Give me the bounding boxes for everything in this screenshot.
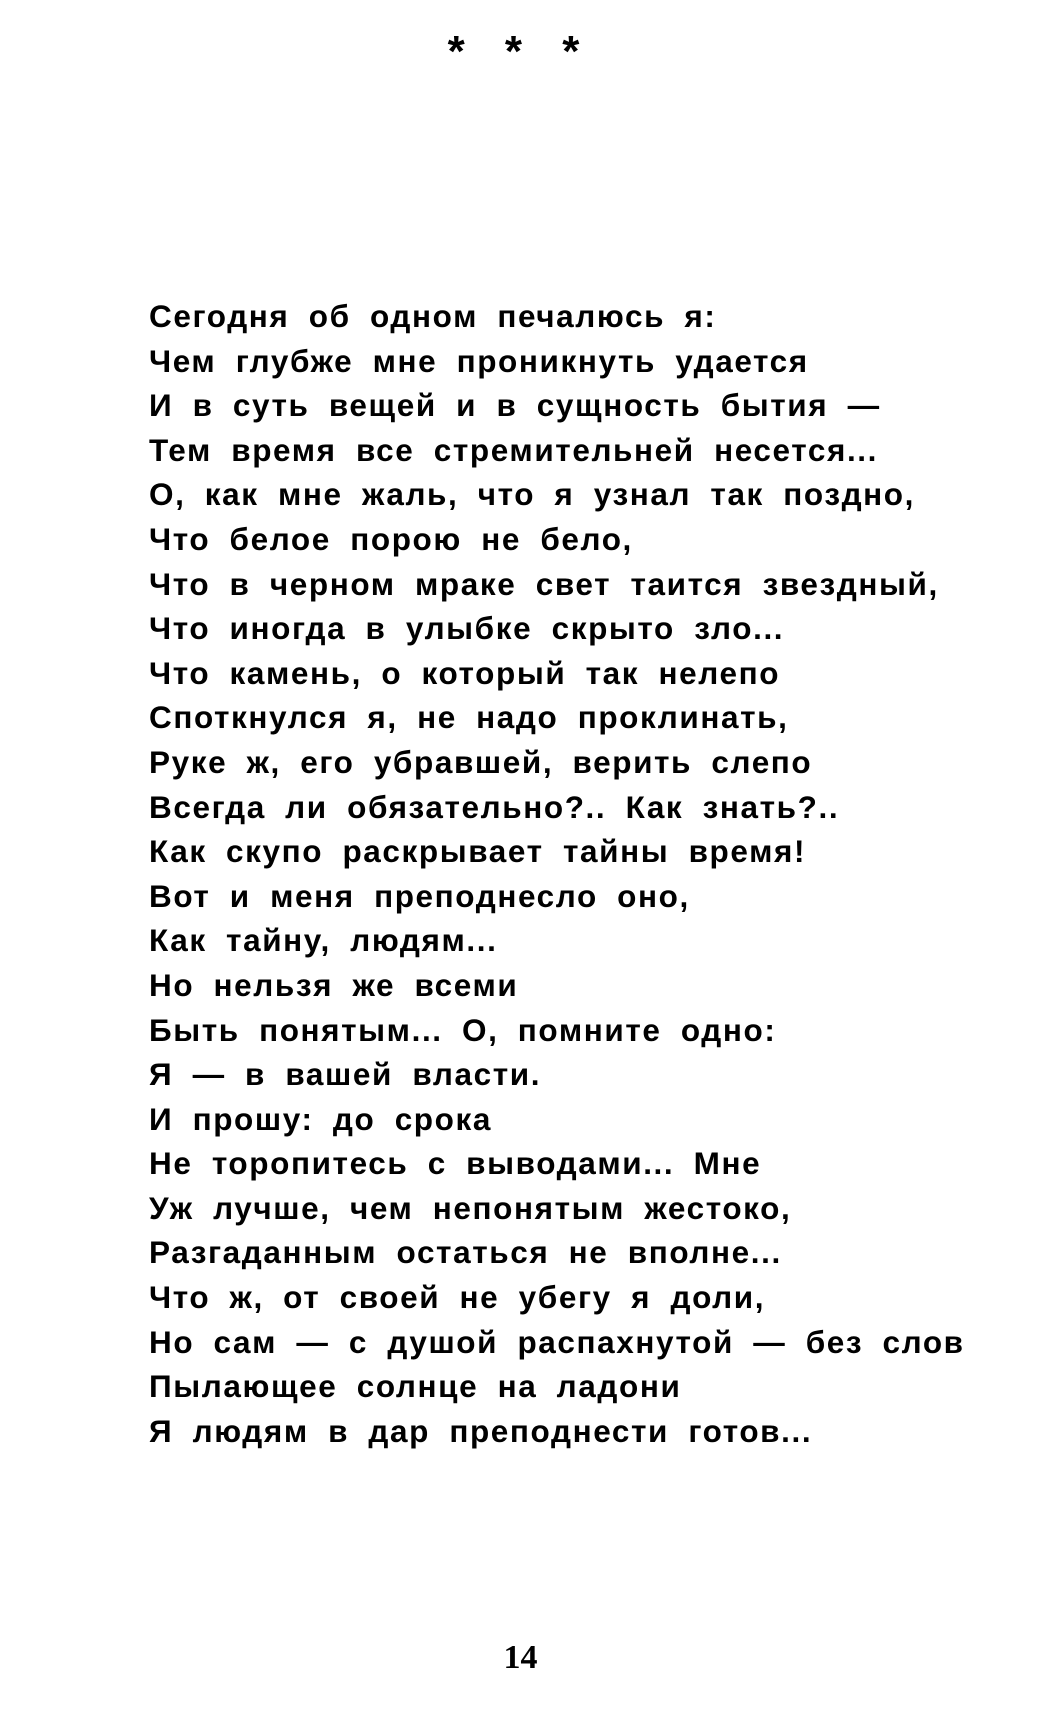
poem-body	[149, 294, 1029, 1453]
poem-line: Но нельзя же всеми	[149, 966, 519, 1003]
poem-line: Быть понятым... О, помните одно:	[149, 1011, 777, 1048]
poem-line: Что ж, от своей не убегу я доли,	[149, 1279, 766, 1316]
poem-line: Как скупо раскрывает тайны время!	[149, 833, 807, 870]
poem-line: Пылающее солнце на ладони	[149, 1368, 682, 1405]
poem-line: Как тайну, людям...	[149, 922, 498, 959]
poem-line: Я людям в дар преподнести готов...	[149, 1412, 813, 1449]
poem-line: И прошу: до срока	[149, 1100, 492, 1137]
poem-line: Вот и меня преподнесло оно,	[149, 877, 690, 914]
poem-line: Тем время все стремительней несется...	[149, 431, 878, 468]
poem-line: Я — в вашей власти.	[149, 1056, 542, 1093]
poem-line: Уж лучше, чем непонятым жестоко,	[149, 1189, 792, 1226]
poem-line: Что белое порою не бело,	[149, 520, 633, 557]
poem-line: Не торопитесь с выводами... Мне	[149, 1145, 762, 1182]
poem-line: Что иногда в улыбке скрыто зло...	[149, 610, 785, 647]
poem-line: Сегодня об одном печалюсь я:	[149, 298, 717, 334]
poem-line: Всегда ли обязательно?.. Как знать?..	[149, 788, 840, 825]
poem-line: Что камень, о который так нелепо	[149, 654, 781, 691]
poem-line: Чем глубже мне проникнуть удается	[149, 342, 809, 379]
section-ornament: * * *	[447, 27, 594, 76]
poem-line: О, как мне жаль, что я узнал так поздно,	[149, 476, 915, 513]
poem-line: Споткнулся я, не надо проклинать,	[149, 699, 789, 736]
poem-line: Руке ж, его убравшей, верить слепо	[149, 743, 813, 780]
poem-line: Что в черном мраке свет таится звездный,	[149, 565, 939, 602]
poem-line: Разгаданным остаться не вполне...	[149, 1234, 782, 1271]
page-number: 14	[503, 1639, 538, 1676]
poem-line: Но сам — с душой распахнутой — без слов	[149, 1323, 965, 1360]
poem-line: И в суть вещей и в сущность бытия —	[149, 387, 881, 424]
